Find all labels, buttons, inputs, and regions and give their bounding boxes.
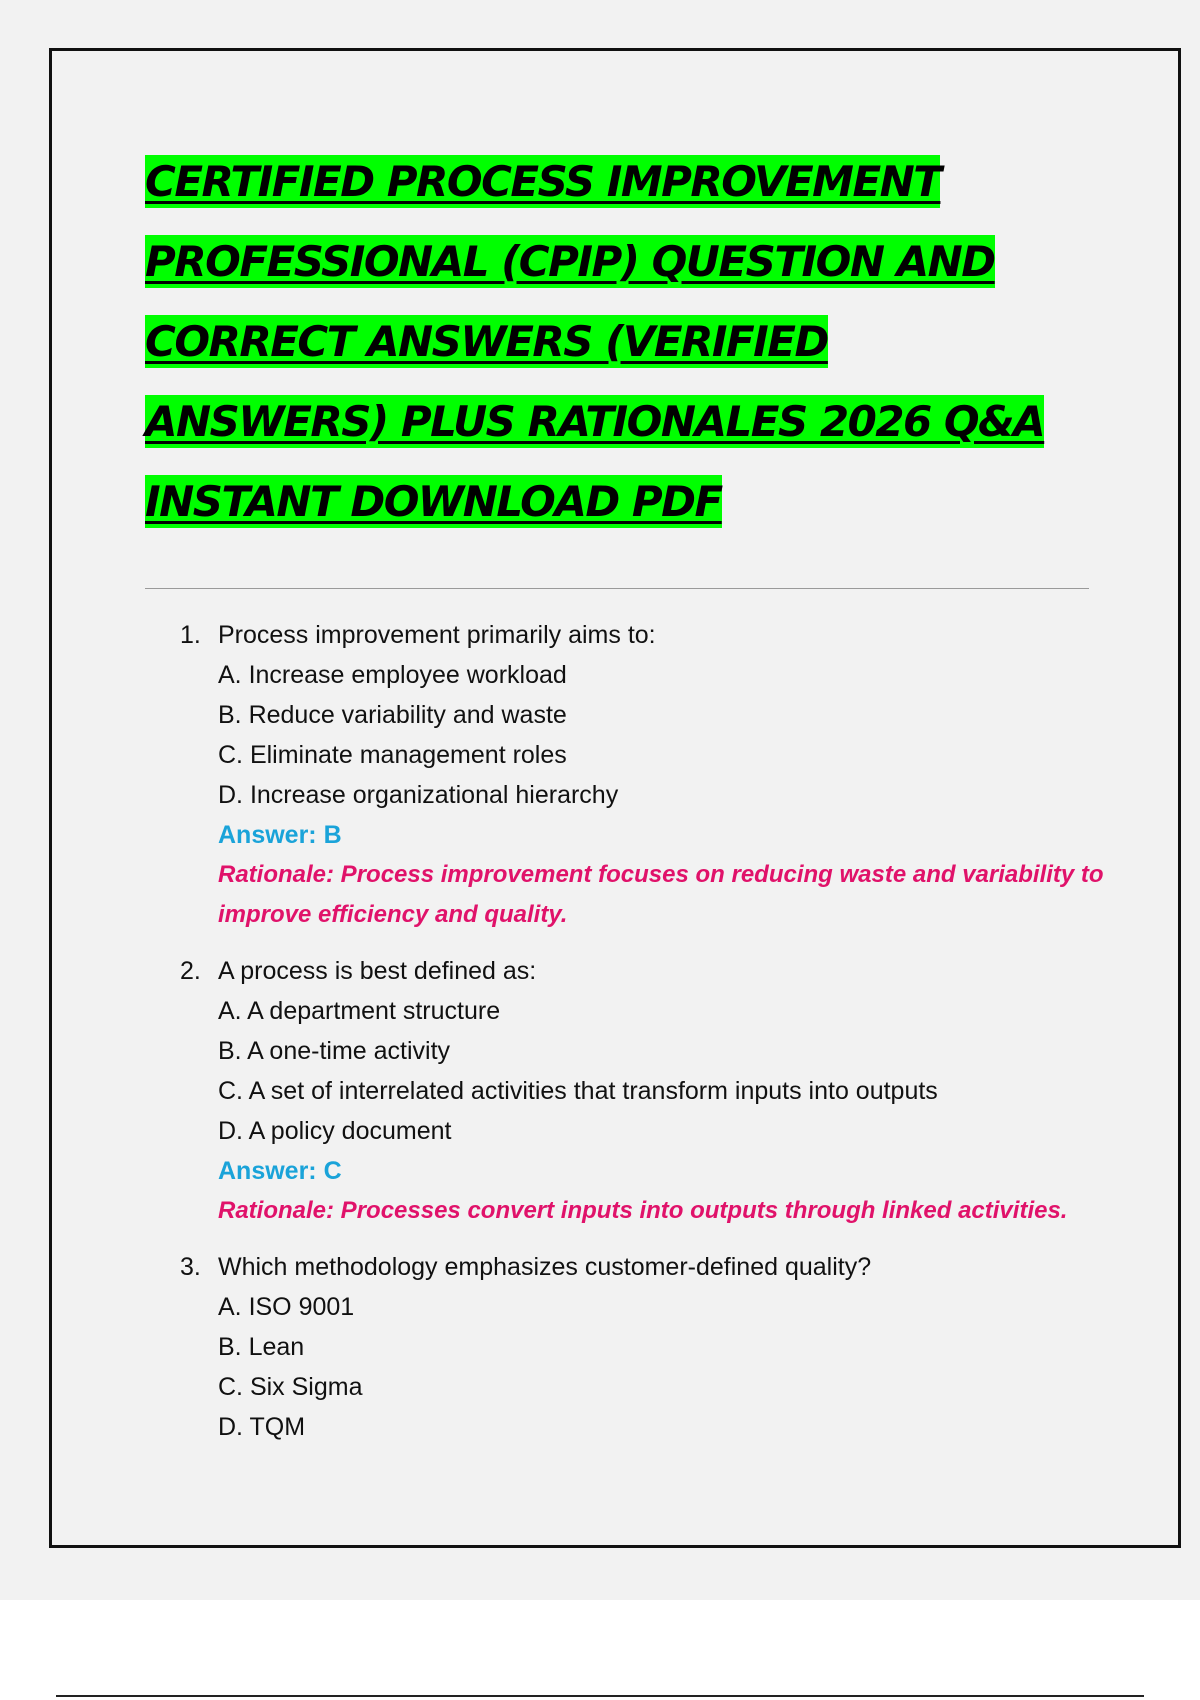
answer-option: A. Increase employee workload [218,661,567,689]
title-line: INSTANT DOWNLOAD PDF [145,477,722,526]
answer-option: D. TQM [218,1413,306,1441]
question-item [180,615,1110,935]
title-line: PROFESSIONAL (CPIP) QUESTION AND [145,237,995,286]
question-number: 2. [180,957,201,985]
title-line: CORRECT ANSWERS (VERIFIED [145,317,828,366]
answer-option: A. ISO 9001 [218,1293,355,1321]
answer-option: A. A department structure [218,997,501,1025]
answer-option: C. A set of interrelated activities that transform inputs into outputs [218,1077,938,1105]
question-item [180,951,1110,1231]
title-line: CERTIFIED PROCESS IMPROVEMENT [145,157,941,206]
answer-option: B. Lean [218,1333,305,1361]
question-number: 1. [180,621,201,649]
answer-option: D. Increase organizational hierarchy [218,781,619,809]
correct-answer: Answer: C [218,1157,342,1185]
horizontal-divider [145,588,1089,589]
question-item [180,1247,1110,1447]
title-line: ANSWERS) PLUS RATIONALES 2026 Q&A [145,397,1045,446]
answer-option: D. A policy document [218,1117,452,1145]
bottom-divider [56,1695,1144,1697]
question-text: Which methodology emphasizes customer-defined quality? [218,1253,872,1281]
document-title [145,142,1105,542]
answer-option: C. Six Sigma [218,1373,363,1401]
question-number: 3. [180,1253,201,1281]
answer-option: B. Reduce variability and waste [218,701,567,729]
question-text: Process improvement primarily aims to: [218,621,656,649]
answer-rationale: Rationale: Processes convert inputs into outputs through linked activities. [218,1197,1068,1224]
question-list [180,615,1110,1447]
answer-option: B. A one-time activity [218,1037,451,1065]
answer-rationale: Rationale: Process improvement focuses on reducing waste and variability to improve efficiency and quality. [218,861,1104,928]
question-text: A process is best defined as: [218,957,537,985]
answer-option: C. Eliminate management roles [218,741,567,769]
correct-answer: Answer: B [218,821,342,849]
